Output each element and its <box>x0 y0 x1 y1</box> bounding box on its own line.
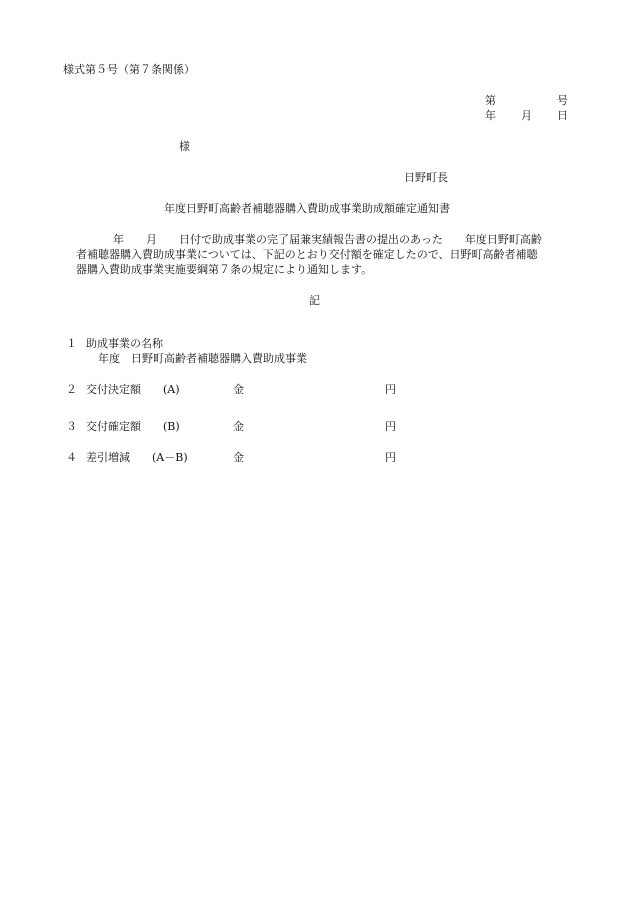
item-2-tag: (A) <box>163 383 180 396</box>
item-4-kin: 金 <box>233 451 244 464</box>
ki-heading: 記 <box>309 294 320 307</box>
item-4-tag: (A－B) <box>152 451 188 464</box>
form-id: 様式第５号（第７条関係） <box>63 63 195 76</box>
body-line-3: 器購入費助成事業実施要綱第７条の規定により通知します。 <box>76 263 373 276</box>
item-4-number: ４ <box>66 451 77 464</box>
doc-number-prefix: 第 <box>485 94 496 107</box>
document-title: 年度日野町高齢者補聴器購入費助成事業助成額確定通知書 <box>164 202 450 215</box>
item-2-number: ２ <box>66 383 77 396</box>
body-line-2: 者補聴器購入費助成事業については、下記のとおり交付額を確定したので、日野町高齢者補聴 <box>76 248 538 261</box>
item-3-kin: 金 <box>233 420 244 433</box>
addressee-suffix: 様 <box>179 140 190 153</box>
item-3-number: ３ <box>66 420 77 433</box>
item-3-en: 円 <box>385 420 396 433</box>
item-3-tag: (B) <box>163 420 180 433</box>
doc-number-suffix: 号 <box>557 94 568 107</box>
body-line-1: 年 月 日付で助成事業の完了届兼実績報告書の提出のあった 年度日野町高齢 <box>113 233 542 246</box>
item-3-label: 交付確定額 <box>86 420 141 433</box>
item-4-en: 円 <box>385 451 396 464</box>
date-month: 月 <box>521 109 532 122</box>
item-1-number: １ <box>66 337 77 350</box>
date-year: 年 <box>485 109 496 122</box>
item-2-label: 交付決定額 <box>86 383 141 396</box>
item-2-kin: 金 <box>233 383 244 396</box>
date-day: 日 <box>557 109 568 122</box>
item-4-label: 差引増減 <box>86 451 130 464</box>
issuer: 日野町長 <box>404 171 448 184</box>
item-1-label: 助成事業の名称 <box>86 337 163 350</box>
item-1-detail: 年度 日野町高齢者補聴器購入費助成事業 <box>98 352 307 365</box>
item-2-en: 円 <box>385 383 396 396</box>
